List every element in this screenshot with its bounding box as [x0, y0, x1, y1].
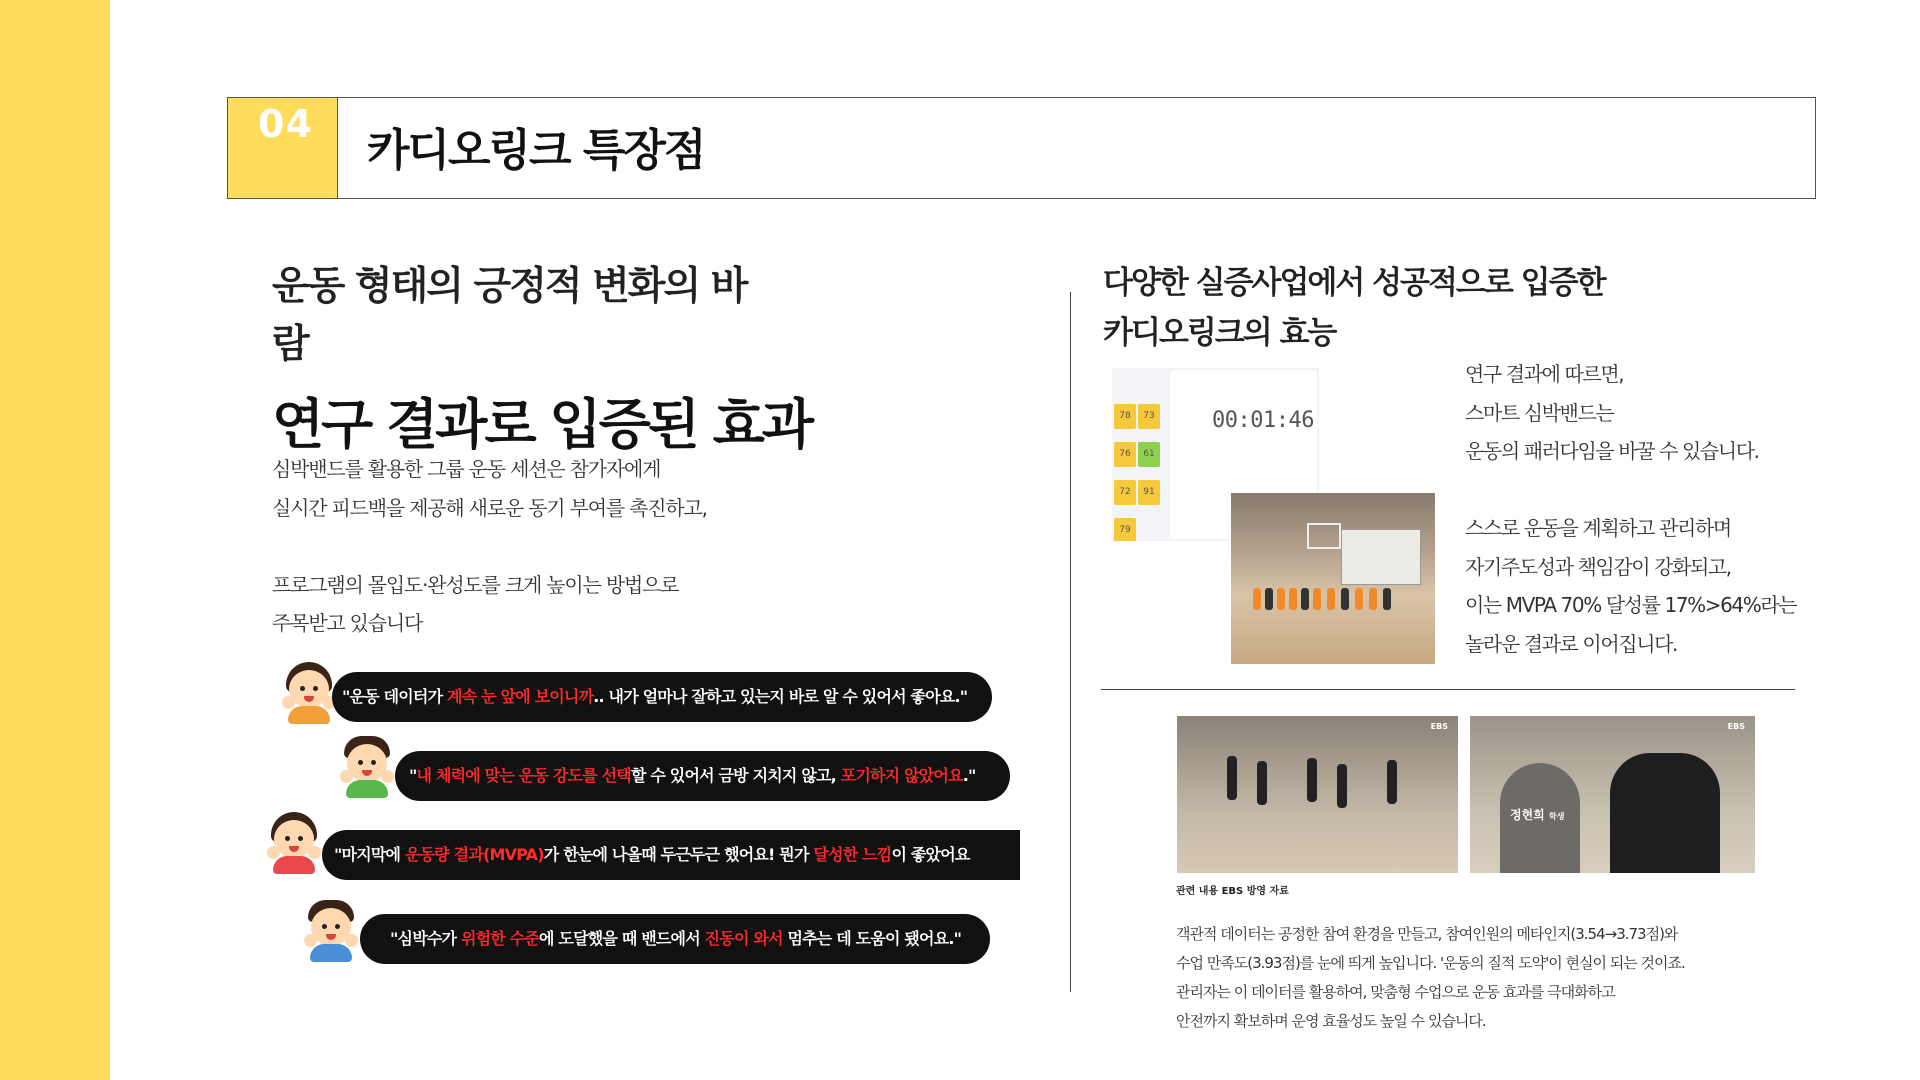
right-heading [1103, 258, 1703, 358]
left-heading [272, 258, 832, 374]
yellow-sidebar [0, 0, 110, 1080]
right-desc-line: 이는 MVPA 70% 달성률 17%>64%라는 [1465, 593, 1797, 617]
section-number-box [228, 98, 338, 198]
bottom-desc-line: 객관적 데이터는 공정한 참여 환경을 만들고, 참여인원의 메타인지(3.54→3.73점)와 [1176, 925, 1678, 943]
left-desc-line: 프로그램의 몰입도·완성도를 크게 높이는 방법으로 [272, 572, 679, 597]
right-desc-line [1465, 471, 1805, 510]
right-heading-line: 카디오링크의 효능 [1103, 315, 1336, 351]
heart-rate-tile: 91 [1138, 480, 1160, 505]
ebs-broadcast-still-2 [1470, 716, 1755, 873]
left-subheading: 연구 결과로 입증된 효과 [272, 393, 812, 456]
left-desc-line: 실시간 피드백을 제공해 새로운 동기 부여를 촉진하고, [272, 495, 707, 520]
quote-bubble-4: "심박수가 위험한 수준에 도달했을 때 밴드에서 진동이 와서 멈추는 데 도움이 됐어요." [360, 914, 990, 964]
section-divider [1101, 689, 1795, 690]
projector-screen [1341, 529, 1421, 585]
heart-rate-tile: 73 [1138, 404, 1160, 429]
girl-avatar-icon [265, 812, 323, 874]
bottom-desc-line: 안전까지 확보하며 운영 효율성도 높일 수 있습니다. [1176, 1012, 1486, 1030]
boy-avatar-icon [338, 736, 396, 798]
section-number: 04 [258, 102, 313, 146]
heart-rate-tile: 79 [1114, 518, 1136, 541]
bottom-desc-line: 관리자는 이 데이터를 활용하여, 맞춤형 수업으로 운동 효과를 극대화하고 [1176, 983, 1615, 1001]
section-title: 카디오링크 특장점 [367, 125, 705, 176]
right-desc-line: 자기주도성과 책임감이 강화되고, [1465, 554, 1731, 579]
quote-bubble-3: "마지막에 운동량 결과(MVPA)가 한눈에 나올때 두근두근 했어요! 뭔가 달성한 느낌이 좋았어요 [322, 830, 1020, 880]
basketball-hoop-icon [1307, 523, 1341, 549]
source-caption: 관련 내용 EBS 방영 자료 [1176, 886, 1289, 897]
right-desc-line: 운동의 패러다임을 바꿀 수 있습니다. [1465, 439, 1759, 463]
heart-rate-tiles [1114, 404, 1162, 541]
gym-class-photo [1230, 492, 1436, 665]
column-divider [1070, 292, 1071, 992]
ebs-logo: EBS [1727, 722, 1745, 731]
left-heading-line2: 람 [272, 322, 308, 367]
right-desc-line: 스마트 심박밴드는 [1465, 400, 1614, 425]
left-heading-line1: 운동 형태의 긍정적 변화의 바 [272, 264, 747, 309]
left-desc-line: 심박밴드를 활용한 그룹 운동 세션은 참가자에게 [272, 457, 661, 481]
heart-rate-tile: 78 [1114, 404, 1136, 429]
student-name-caption: 정현희 학생 [1510, 808, 1565, 822]
right-heading-line: 다양한 실증사업에서 성공적으로 입증한 [1103, 265, 1605, 301]
girl-avatar-icon [280, 662, 338, 724]
quote-bubble-1: "운동 데이터가 계속 눈 앞에 보이니까.. 내가 얼마나 잘하고 있는지 바로 알 수 있어서 좋아요." [332, 672, 992, 722]
bottom-desc-line: 수업 만족도(3.93점)를 눈에 띄게 높입니다. '운동의 질적 도약'이 현실이 되는 것이죠. [1176, 954, 1685, 972]
left-desc-line [272, 527, 832, 566]
heart-rate-tile: 61 [1138, 442, 1160, 467]
section-header [227, 97, 1816, 199]
quote-bubble-2: "내 체력에 맞는 운동 강도를 선택할 수 있어서 금방 지치지 않고, 포기하지 않았어요." [395, 751, 1010, 801]
boy-avatar-icon [302, 900, 360, 962]
ebs-broadcast-still-1 [1177, 716, 1458, 873]
testimonial-quotes [260, 652, 1020, 992]
left-description [272, 450, 832, 643]
right-desc-line: 연구 결과에 따르면, [1465, 362, 1624, 386]
left-desc-line: 주목받고 있습니다 [272, 611, 423, 635]
right-desc-line: 놀라운 결과로 이어집니다. [1465, 631, 1677, 656]
heart-rate-tile: 76 [1114, 442, 1136, 467]
right-description [1465, 355, 1805, 663]
student-person [1610, 753, 1720, 873]
right-desc-line: 스스로 운동을 계획하고 관리하며 [1465, 516, 1731, 540]
heart-rate-tile: 72 [1114, 480, 1136, 505]
ebs-logo: EBS [1430, 722, 1448, 731]
bottom-description [1176, 920, 1796, 1036]
exercise-timer: 00:01:46 [1212, 408, 1314, 433]
